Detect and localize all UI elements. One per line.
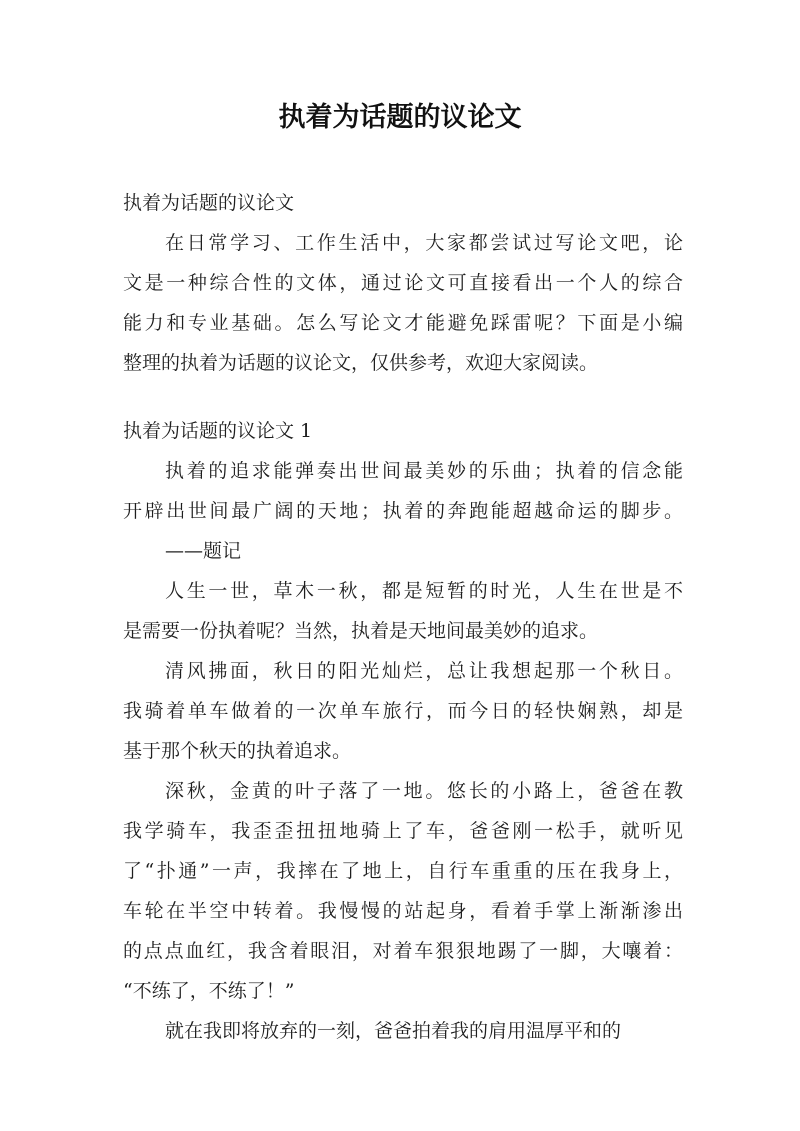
paragraph-4-line-1: 就在我即将放弃的一刻，爸爸拍着我的肩用温厚平和的 [165,1020,622,1042]
epigraph-line-1: 执着的追求能弹奏出世间最美妙的乐曲；执着的信念能 [165,460,683,482]
paragraph-2-line-2: 我骑着单车做着的一次单车旅行，而今日的轻快娴熟，却是 [123,700,683,722]
epigraph-source: ——题记 [165,540,242,562]
intro-line-4: 整理的执着为话题的议论文，仅供参考，欢迎大家阅读。 [123,352,599,374]
paragraph-1-line-1: 人生一世，草木一秋，都是短暂的时光，人生在世是不 [165,580,683,602]
intro-heading: 执着为话题的议论文 [123,192,295,214]
paragraph-1-line-2: 是需要一份执着呢？当然，执着是天地间最美妙的追求。 [123,620,599,642]
document-title: 执着为话题的议论文 [278,102,522,133]
essay-1-section [123,411,683,1051]
paragraph-3-line-6: “不练了，不练了！” [123,980,295,1002]
paragraph-3-line-3: 了“扑通”一声，我摔在了地上，自行车重重的压在我身上， [123,860,683,882]
epigraph-line-2: 开辟出世间最广阔的天地；执着的奔跑能超越命运的脚步。 [123,500,683,522]
paragraph-3-line-1: 深秋，金黄的叶子落了一地。悠长的小路上，爸爸在教 [165,780,683,802]
essay-1-heading: 执着为话题的议论文 1 [123,420,313,442]
intro-section [123,183,683,383]
paragraph-2-line-3: 基于那个秋天的执着追求。 [123,740,352,762]
paragraph-2-line-1: 清风拂面，秋日的阳光灿烂，总让我想起那一个秋日。 [165,660,683,682]
paragraph-3-line-2: 我学骑车，我歪歪扭扭地骑上了车，爸爸刚一松手，就听见 [123,820,683,842]
intro-line-3: 能力和专业基础。怎么写论文才能避免踩雷呢？下面是小编 [123,312,683,334]
paragraph-3-line-5: 的点点血红，我含着眼泪，对着车狠狠地踢了一脚，大嚷着： [123,940,683,962]
intro-line-2: 文是一种综合性的文体，通过论文可直接看出一个人的综合 [123,272,683,294]
intro-line-1: 在日常学习、工作生活中，大家都尝试过写论文吧，论 [165,232,683,254]
paragraph-3-line-4: 车轮在半空中转着。我慢慢的站起身，看着手掌上渐渐渗出 [123,900,683,922]
